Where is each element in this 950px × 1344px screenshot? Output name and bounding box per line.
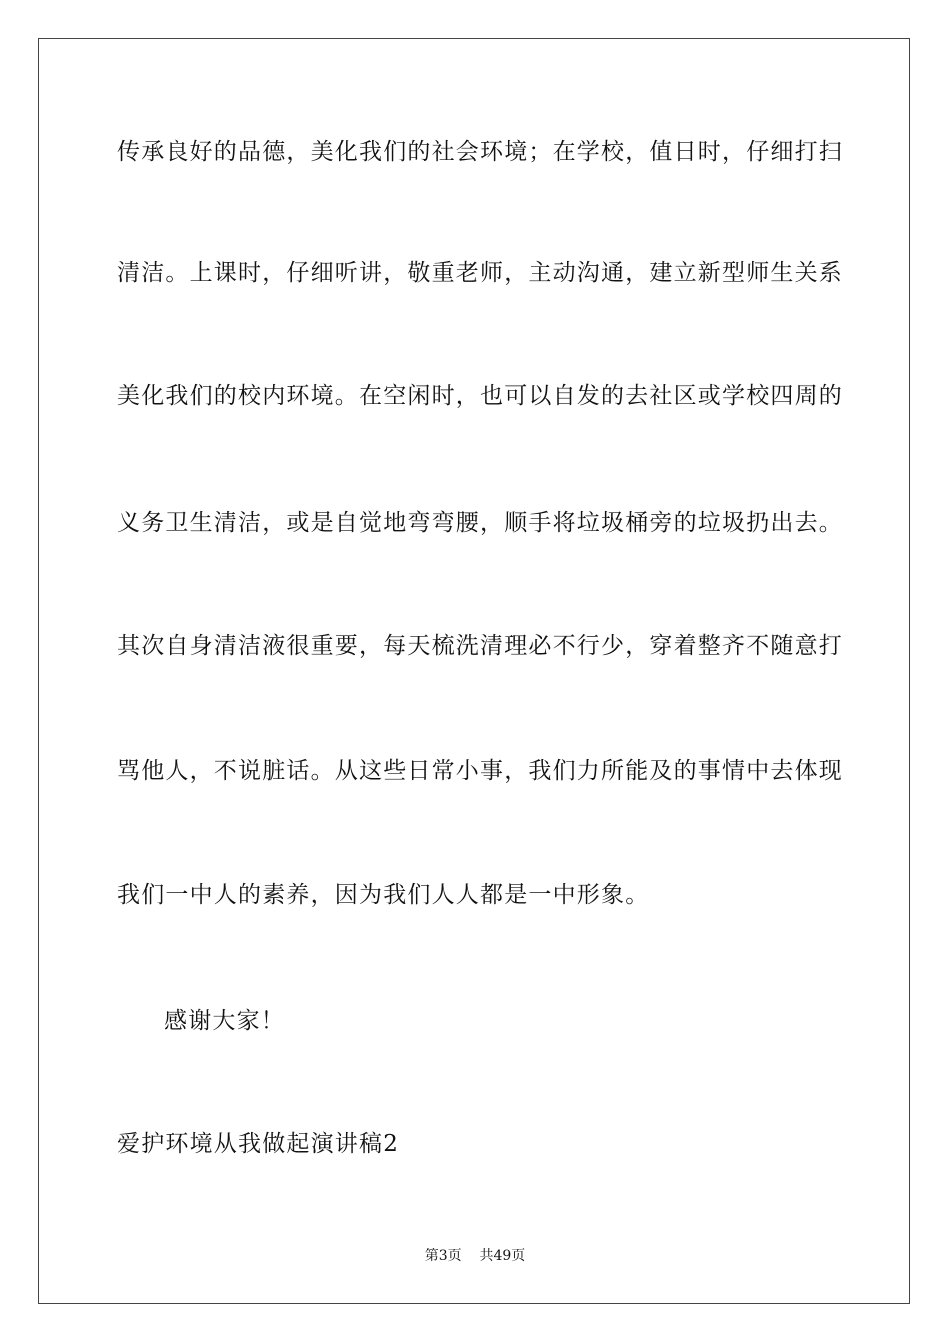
- body-line-4: 义务卫生清洁，或是自觉地弯弯腰，顺手将垃圾桶旁的垃圾扔出去。: [117, 510, 843, 536]
- page-footer: [0, 1249, 950, 1263]
- body-line-7: 我们一中人的素养，因为我们人人都是一中形象。: [117, 882, 650, 908]
- thanks-paragraph: 感谢大家！: [164, 1008, 285, 1034]
- page-number: 第3页: [424, 1248, 462, 1264]
- page-border: [38, 38, 910, 1304]
- next-speech-title: 爱护环境从我做起演讲稿2: [117, 1131, 400, 1157]
- body-line-6: 骂他人，不说脏话。从这些日常小事，我们力所能及的事情中去体现: [117, 758, 843, 784]
- body-line-3: 美化我们的校内环境。在空闲时，也可以自发的去社区或学校四周的: [117, 383, 843, 409]
- page-total: 共49页: [479, 1248, 526, 1264]
- body-line-5: 其次自身清洁液很重要，每天梳洗清理必不行少，穿着整齐不随意打: [117, 633, 843, 659]
- body-line-1: 传承良好的品德，美化我们的社会环境；在学校，值日时，仔细打扫: [117, 139, 843, 165]
- body-line-2: 清洁。上课时，仔细听讲，敬重老师，主动沟通，建立新型师生关系: [117, 260, 843, 286]
